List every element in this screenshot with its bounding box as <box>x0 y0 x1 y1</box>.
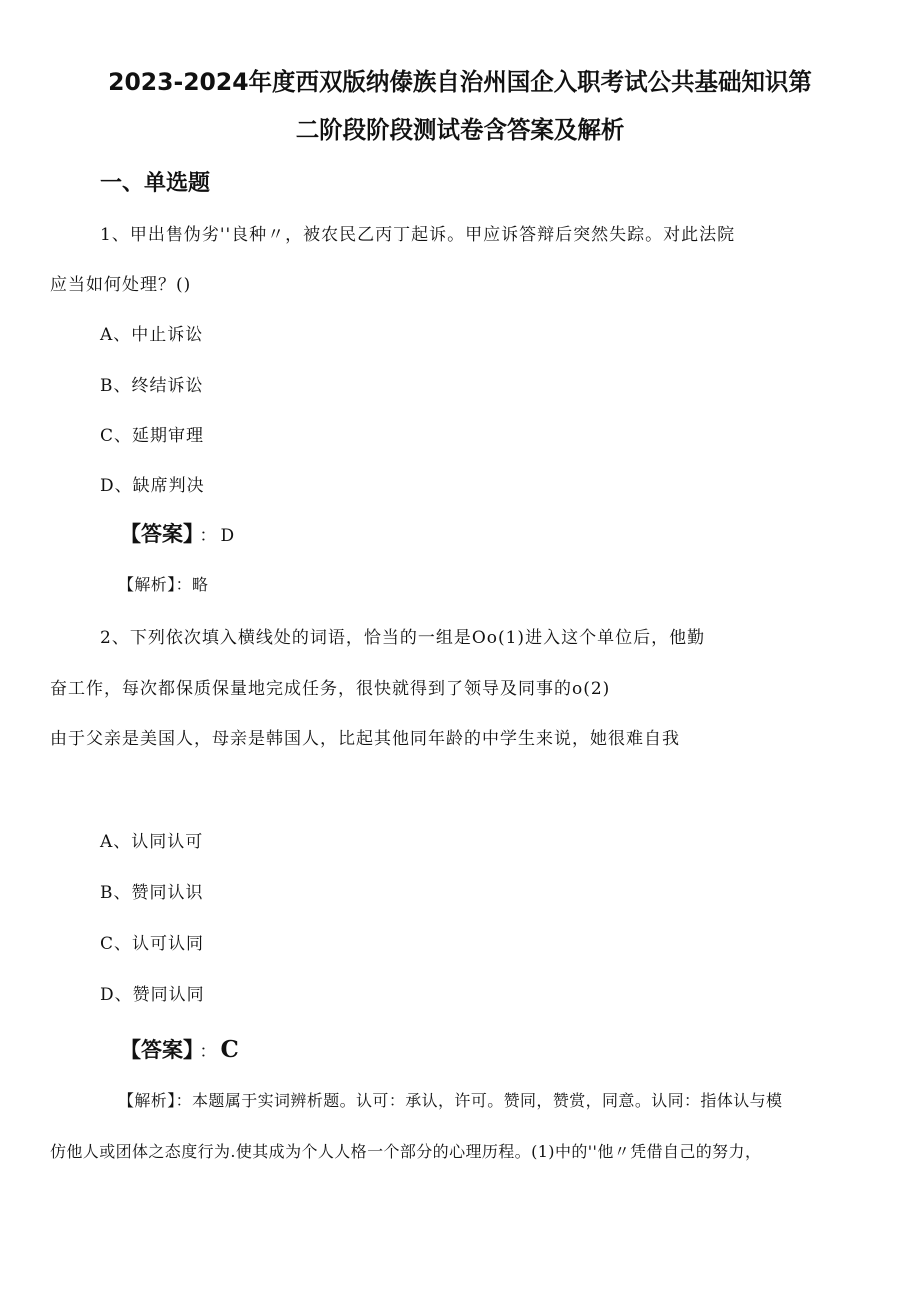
question-2-option-c: C、认可认同 <box>100 934 205 954</box>
question-1-answer <box>120 518 234 548</box>
question-2-stem-line-3: 由于父亲是美国人，母亲是韩国人，比起其他同年龄的中学生来说，她很难自我 <box>50 729 680 749</box>
answer-value: C <box>220 1036 239 1063</box>
question-2-stem-line-2: 奋工作，每次都保质保量地完成任务，很快就得到了领导及同事的o(2) <box>50 679 611 699</box>
answer-separator: ： <box>199 526 217 546</box>
question-2-analysis-line-1 <box>118 1088 782 1111</box>
question-1-analysis <box>118 572 208 595</box>
question-1-option-c: C、延期审理 <box>100 426 205 446</box>
question-1-option-d: D、缺席判决 <box>100 476 205 496</box>
answer-value: D <box>220 526 235 546</box>
question-2-option-d: D、赞同认同 <box>100 985 205 1005</box>
analysis-label: 【解析】 <box>118 575 176 594</box>
question-1-option-b: B、终结诉讼 <box>100 376 204 396</box>
document-title-line-1: 2023-2024年度西双版纳傣族自治州国企入职考试公共基础知识第 <box>108 68 812 96</box>
section-heading: 一、单选题 <box>100 171 211 196</box>
question-1-stem-line-1: 1、甲出售伪劣''良种〃，被农民乙丙丁起诉。甲应诉答辩后突然失踪。对此法院 <box>100 225 736 245</box>
document-title-line-2: 二阶段阶段测试卷含答案及解析 <box>295 116 625 144</box>
question-2-answer <box>120 1034 239 1064</box>
question-2-stem-line-1: 2、下列依次填入横线处的词语，恰当的一组是Oo(1)进入这个单位后，他勤 <box>100 628 706 648</box>
question-2-option-a: A、认同认可 <box>100 832 204 852</box>
answer-separator: ： <box>199 1042 217 1062</box>
question-1-stem-line-2: 应当如何处理？() <box>50 275 192 295</box>
question-2-option-b: B、赞同认识 <box>100 883 204 903</box>
analysis-label: 【解析】 <box>118 1091 176 1110</box>
answer-label: 【答案】 <box>120 1038 194 1062</box>
analysis-text: 略 <box>192 575 209 594</box>
answer-label: 【答案】 <box>120 522 194 546</box>
question-1-option-a: A、中止诉讼 <box>100 325 204 345</box>
question-2-analysis-line-2: 仿他人或团体之态度行为.使其成为个人人格一个部分的心理历程。(1)中的''他〃凭借自己的努力， <box>50 1142 762 1161</box>
analysis-separator: ： <box>175 1091 193 1110</box>
analysis-separator: ： <box>175 575 193 594</box>
analysis-text: 本题属于实词辨析题。认可：承认，许可。赞同，赞赏，同意。认同：指体认与模 <box>192 1091 783 1110</box>
